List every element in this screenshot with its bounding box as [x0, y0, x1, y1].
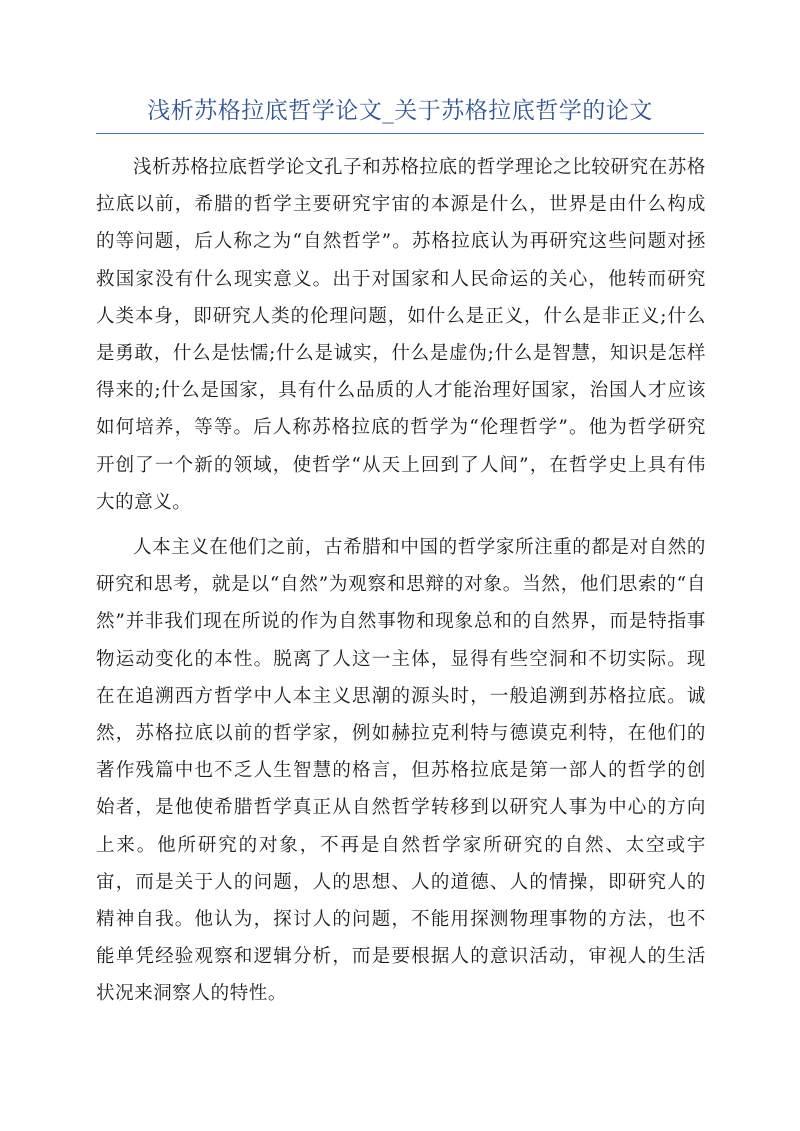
paragraph-2: 人本主义在他们之前，古希腊和中国的哲学家所注重的都是对自然的研究和思考，就是以“自然”为观察和思辩的对象。当然，他们思索的“自然”并非我们现在所说的作为自然事物和现象总和的自然界，而是特指事物运动变化的本性。脱离了人这一主体，显得有些空洞和不切实际。现在在追溯西方哲学中人本主义思潮的源头时，一般追溯到苏格拉底。诚然，苏格拉底以前的哲学家，例如赫拉克利特与德谟克利特，在他们的著作残篇中也不乏人生智慧的格言，但苏格拉底是第一部人的哲学的创始者，是他使希腊哲学真正从自然哲学转移到以研究人事为中心的方向上来。他所研究的对象，不再是自然哲学家所研究的自然、太空或宇宙，而是关于人的问题，人的思想、人的道德、人的情操，即研究人的精神自我。他认为，探讨人的问题，不能用探测物理事物的方法，也不能单凭经验观察和逻辑分析，而是要根据人的意识活动，审视人的生活状况来洞察人的特性。	[96, 537, 707, 1005]
title-underline	[96, 133, 704, 134]
document-title: 浅析苏格拉底哲学论文_关于苏格拉底哲学的论文	[147, 98, 653, 124]
paragraph-1: 浅析苏格拉底哲学论文孔子和苏格拉底的哲学理论之比较研究在苏格拉底以前，希腊的哲学主要研究宇宙的本源是什么，世界是由什么构成的等问题，后人称之为“自然哲学”。苏格拉底认为再研究这些问题对拯救国家没有什么现实意义。出于对国家和人民命运的关心，他转而研究人类本身，即研究人类的伦理问题，如什么是正义，什么是非正义;什么是勇敢，什么是怯懦;什么是诚实，什么是虚伪;什么是智慧，知识是怎样得来的;什么是国家，具有什么品质的人才能治理好国家，治国人才应该如何培养，等等。后人称苏格拉底的哲学为“伦理哲学”。他为哲学研究开创了一个新的领域，使哲学“从天上回到了人间”，在哲学史上具有伟大的意义。	[96, 157, 707, 513]
